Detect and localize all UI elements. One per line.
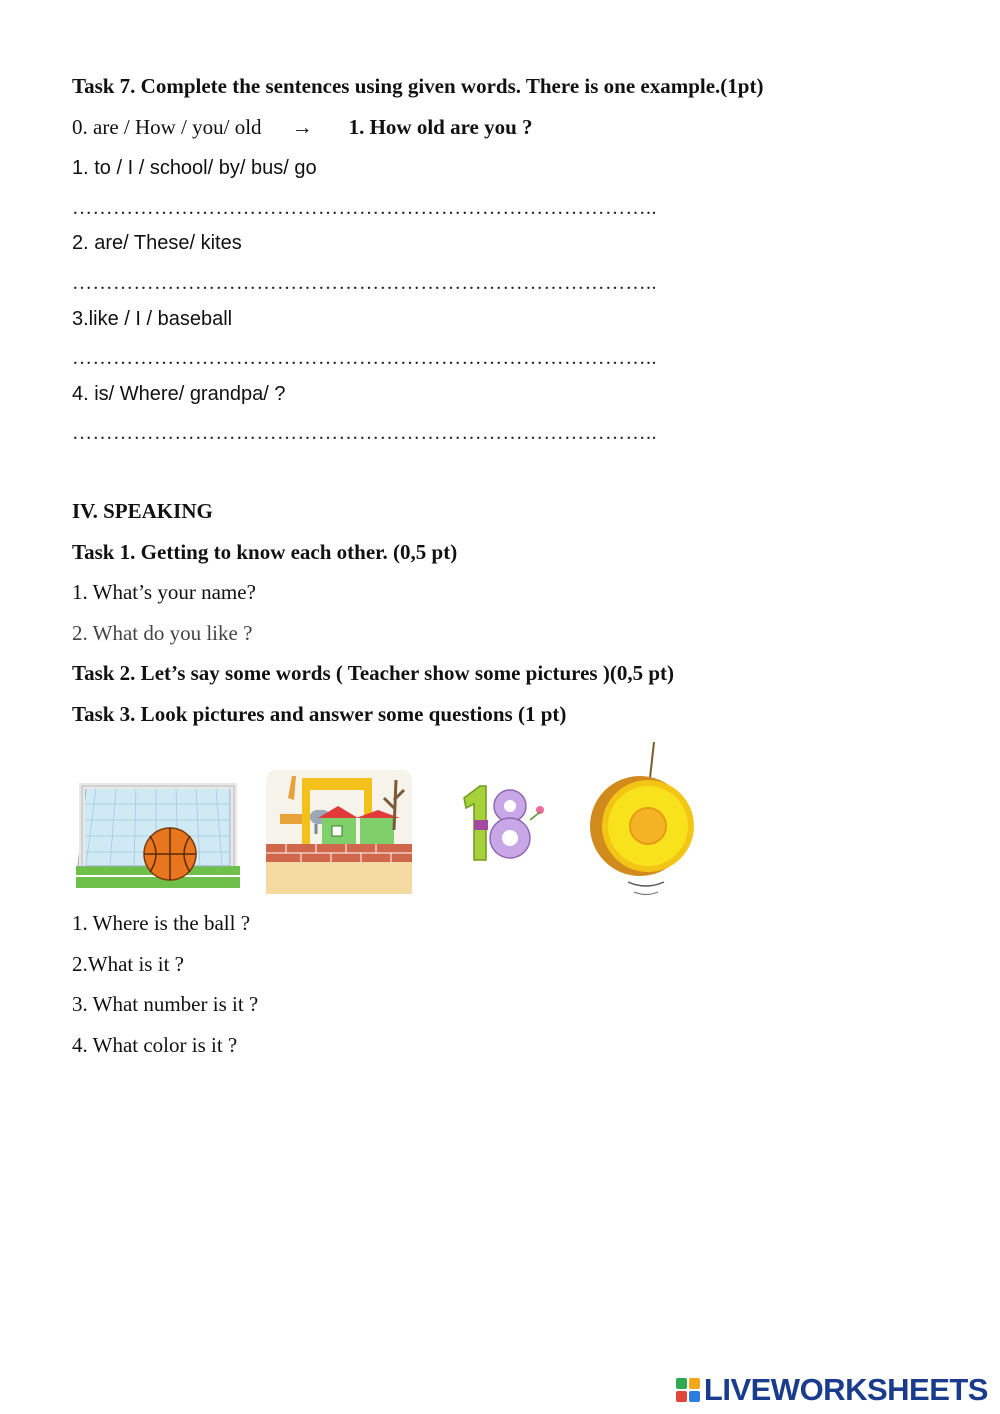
yoyo-icon xyxy=(590,740,700,898)
speaking-heading: IV. SPEAKING xyxy=(72,499,213,523)
zoo-icon xyxy=(266,770,412,894)
number-18-icon xyxy=(454,780,550,870)
number-18-text: 18 xyxy=(502,864,509,870)
task7-item-4: 4. is/ Where/ grandpa/ ? xyxy=(72,383,286,405)
speaking-task1-title: Task 1. Getting to know each other. (0,5 pt) xyxy=(72,540,458,564)
liveworksheets-logo[interactable] xyxy=(676,1372,988,1408)
task3-q2: 2.What is it ? xyxy=(72,952,184,976)
answer-line-3[interactable]: ………………………………………………………………………….. xyxy=(72,347,657,369)
answer-line-1[interactable]: ………………………………………………………………………….. xyxy=(72,197,657,219)
speaking-task2-title: Task 2. Let’s say some words ( Teacher show some pictures )(0,5 pt) xyxy=(72,661,675,685)
task7-item-1: 1. to / I / school/ by/ bus/ go xyxy=(72,157,317,179)
speaking-task1-q2: 2. What do you like ? xyxy=(72,621,253,645)
task3-pictures xyxy=(72,740,712,900)
answer-line-4[interactable]: ………………………………………………………………………….. xyxy=(72,422,657,444)
task7-title: Task 7. Complete the sentences using given words. There is one example.(1pt) xyxy=(72,74,764,98)
example-prompt: 0. are / How / you/ old xyxy=(72,115,262,139)
task7-example xyxy=(72,115,533,140)
task7-item-2: 2. are/ These/ kites xyxy=(72,232,242,254)
speaking-task3-title: Task 3. Look pictures and answer some questions (1 pt) xyxy=(72,702,567,726)
speaking-task1-q1: 1. What’s your name? xyxy=(72,580,256,604)
liveworksheets-logo-text: LIVEWORKSHEETS xyxy=(703,1372,988,1407)
arrow-right-icon: → xyxy=(291,115,313,139)
task3-q4: 4. What color is it ? xyxy=(72,1033,238,1057)
task3-q1: 1. Where is the ball ? xyxy=(72,911,251,935)
answer-line-2[interactable]: ………………………………………………………………………….. xyxy=(72,272,657,294)
liveworksheets-logo-icon xyxy=(676,1378,700,1402)
goal-with-basketball-icon xyxy=(76,780,240,888)
task3-q3: 3. What number is it ? xyxy=(72,992,259,1016)
example-answer: 1. How old are you ? xyxy=(348,115,533,139)
task7-item-3: 3.like / I / baseball xyxy=(72,308,233,330)
